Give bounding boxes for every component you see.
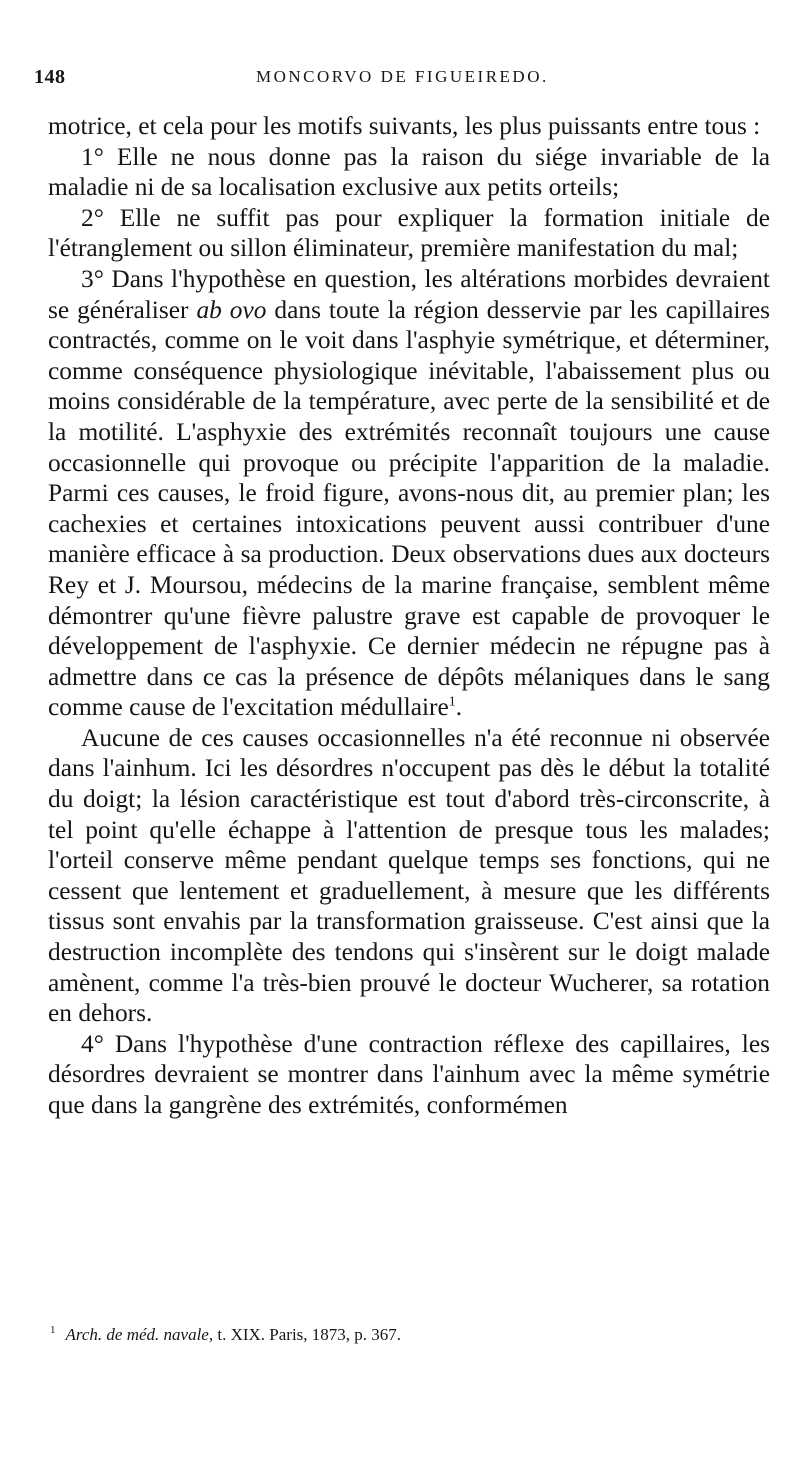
paragraph-point-1: 1° Elle ne nous donne pas la raison du siége invariable de la maladie ni de sa localisation exclusive aux petits orteils; [48, 142, 770, 202]
paragraph-point-3-start: 3° Dans l'hypothèse en question, les altérations morbides devraient se généraliser [48, 264, 770, 324]
paragraph-point-3 [48, 264, 770, 723]
paragraph-point-4: 4° Dans l'hypothèse d'une contraction réflexe des capillaires, les désordres devraient se montrer dans l'ainhum avec la même symétrie que dans la gangrène des extrémités, conformémen [48, 1029, 770, 1119]
paragraph-point-3-end: . [455, 693, 463, 722]
footnote [50, 1324, 770, 1346]
page-header [34, 66, 770, 96]
footnote-marker: 1 [50, 1324, 56, 1337]
body-text [48, 111, 770, 1121]
paragraph-point-2: 2° Elle ne suffit pas pour expliquer la formation initiale de l'étranglement ou sillon éliminateur, première manifestation du mal; [48, 203, 770, 263]
paragraph-continuation: motrice, et cela pour les motifs suivants, les plus puissants entre tous : [48, 112, 761, 140]
footnote-journal: Arch. de méd. navale, [65, 1325, 214, 1344]
running-head: MONCORVO DE FIGUEIREDO. [256, 67, 549, 86]
footnote-citation: t. XIX. Paris, 1873, p. 367. [213, 1325, 402, 1344]
latin-phrase: ab ovo [196, 295, 267, 324]
footnote-reference: 1 [448, 694, 456, 710]
page-number: 148 [34, 66, 66, 88]
paragraph-point-3-body: dans toute la région desservie par les capillaires contractés, comme on le voit dans l'asphyie symétrique, et déterminer, comme conséquence physiologique inévitable, l'abaissement plus ou moins considérable de la température, avec perte de la sensibilité et de la motilité. L'asphyxie des extrémités reconnaît toujours une cause occasionnelle qui provoque ou précipite l'apparition de la maladie. Parmi ces causes, le froid figure, avons-nous dit, au premier plan; les cachexies et certaines intoxications peuvent aussi contribuer d'une manière efficace à sa production. Deux observations dues aux docteurs Rey et J. Moursou, médecins de la marine française, semblent même démontrer qu'une fièvre palustre grave est capable de provoquer le développement de l'asphyxie. Ce dernier médecin ne répugne pas à admettre dans ce cas la présence de dépôts mélaniques dans le sang comme cause de l'excitation médullaire [48, 295, 770, 722]
paragraph-ainhum: Aucune de ces causes occasionnelles n'a été reconnue ni observée dans l'ainhum. Ici les désordres n'occupent pas dès le début la totalité du doigt; la lésion caractéristique est tout d'abord très-circonscrite, à tel point qu'elle échappe à l'attention de presque tous les malades; l'orteil conserve même pendant quelque temps ses fonctions, qui ne cessent que lentement et graduellement, à mesure que les différents tissus sont envahis par la transformation graisseuse. C'est ainsi que la destruction incomplète des tendons qui s'insèrent sur le doigt malade amènent, comme l'a très-bien prouvé le docteur Wucherer, sa rotation en dehors. [48, 723, 770, 1028]
